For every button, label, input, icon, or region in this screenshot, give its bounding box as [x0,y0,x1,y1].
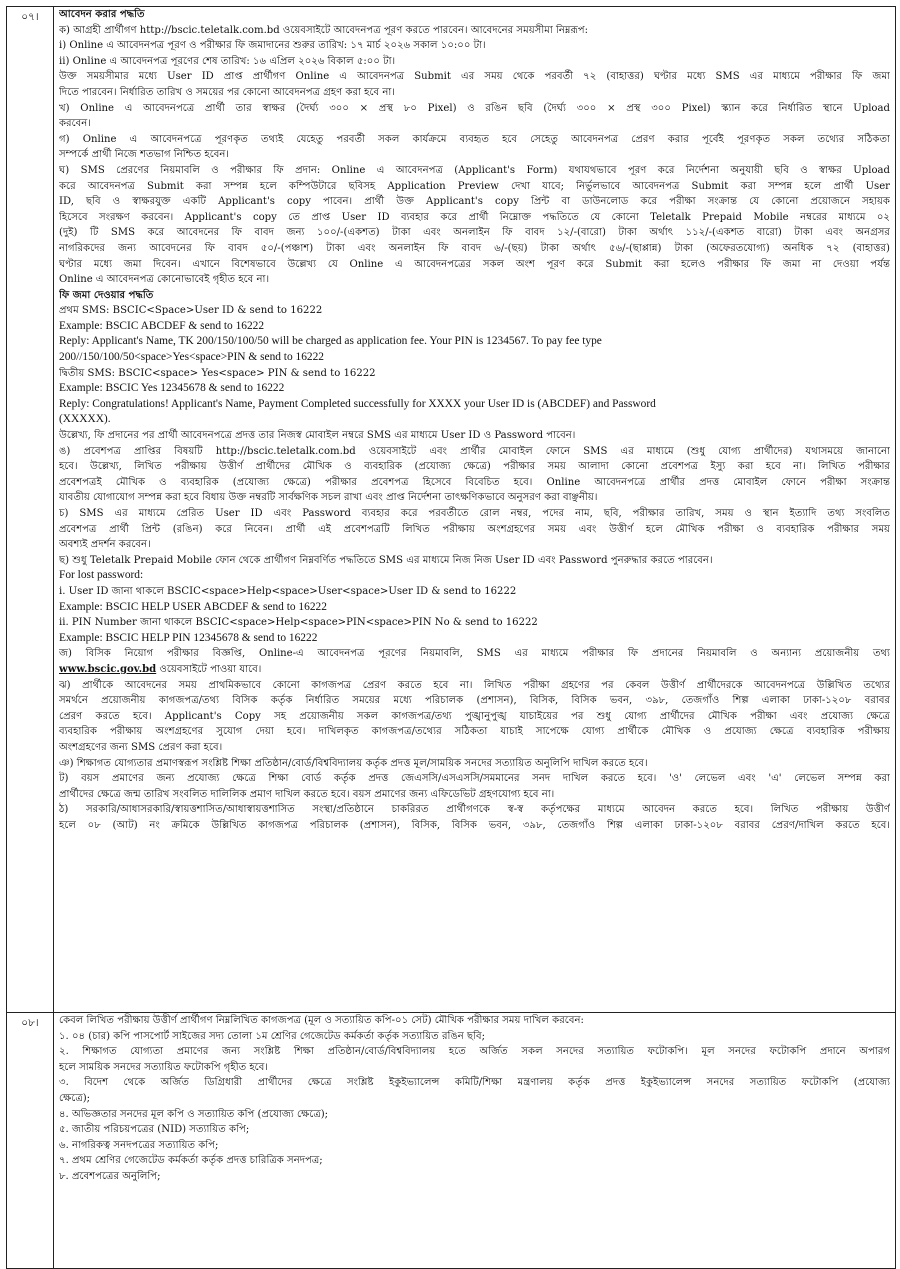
paragraph-line: (দুই) টি SMS করে আবেদনের ফি বাবদ জন্য ১০০/-(একশত) টাকা এবং অনলাইন ফি বাবদ ১২/-(বারো) টাকা অর্থাৎ ১১২/-(একশত বারো) টাকা এবং অনগ্রসর [59,227,890,239]
link-suffix: ওয়েবসাইটে পাওয়া যাবে। [156,663,262,675]
paragraph-line: হিসেবে সংরক্ষণ করবেন। Applicant's copy তে প্রাপ্ত User ID ব্যবহার করে প্রার্থী নিম্নোক্ত পদ্ধতিতে যে কোনো Teletalk Prepaid Mobile নম্বরের মাধ্যমে ০২ [59,211,890,223]
paragraph-line: জ) বিসিক নিয়োগ পরীক্ষার বিজ্ঞপ্তি, Online-এ আবেদনপত্র পূরণের নিয়মাবলি, SMS এর মাধ্যমে পরীক্ষার ফি প্রদানের নিয়মাবলি ও অন্যান্য প্রয়োজনীয় তথ্য [59,648,890,660]
section-number: ০৮। [7,1013,54,1269]
section-content [54,1013,896,1269]
paragraph-line: সমর্থনে প্রয়োজনীয় কাগজপত্র/তথ্য বিসিক কর্তৃক নির্ধারিত সময়ের মধ্যে পরিচালক (প্রশাসন), বিসিক, বিসিক ভবন, ৩৯৮, তেজগাঁও শিল্প এলাকা ঢাকা-১২০৮ বরাবর [59,695,890,707]
paragraph-line: ৪. অভিজ্ঞতার সনদের মূল কপি ও সত্যায়িত কপি (প্রযোজ্য ক্ষেত্রে); [59,1108,329,1120]
paragraph-line [59,662,890,678]
paragraph-line: ঘ) SMS প্রেরণের নিয়মাবলি ও পরীক্ষার ফি প্রদান: Online এ আবেদনপত্র (Applicant's Form) যথাযথভাবে পূরণ করে নির্দেশনা অনুযায়ী ছবি ও স্বাক্ষর Upload [59,164,890,176]
section-row [7,7,896,1013]
paragraph-line: i. User ID জানা থাকলে BSCIC<space>Help<space>User<space>User ID & send to 16222 [59,585,517,597]
paragraph-line: ঠ) সরকারি/আধাসরকারি/স্বায়ত্তশাসিত/আধাস্বায়ত্তশাসিত সংস্থা/প্রতিষ্ঠানে চাকরিরত প্রার্থীগণকে স্ব-স্ব কর্তৃপক্ষের মাধ্যমে আবেদন করতে হবে। লিখিত পরীক্ষায় উত্তীর্ণ [59,804,890,816]
paragraph-line: ঙ) প্রবেশপত্র প্রাপ্তির বিষয়টি http://bscic.teletalk.com.bd ওয়েবসাইটে এবং প্রার্থীর মোবাইল ফোনে SMS এর মাধ্যমে (শুধু যোগ্য প্রার্থীদের) যথাসময়ে জানানো [59,445,890,457]
paragraph-line: Reply: Congratulations! Applicant's Name, Payment Completed successfully for XXXX your User ID is (ABCDEF) and Password [59,397,656,410]
paragraph-line: করবেন। [59,118,91,130]
paragraph-line: ১. ০৪ (চার) কপি পাসপোর্ট সাইজের সদ্য তোলা ১ম শ্রেণির গেজেটেড কর্মকর্তা কর্তৃক সত্যায়িত রঙিন ছবি; [59,1030,486,1042]
paragraph-line: ৬. নাগরিকত্ব সনদপত্রের সত্যায়িত কপি; [59,1139,219,1151]
paragraph-line: দিতে পারবেন। নির্ধারিত তারিখ ও সময়ের পর কোনো আবেদনপত্র গ্রহণ করা হবে না। [59,86,395,98]
paragraph-line: অংশগ্রহণের জন্য SMS প্রেরণ করা হবে। [59,741,223,753]
paragraph-line: ২. শিক্ষাগত যোগ্যতা প্রমাণের জন্য সংশ্লিষ্ট শিক্ষা প্রতিষ্ঠান/বোর্ড/বিশ্ববিদ্যালয় হতে অর্জিত সকল সনদের সত্যায়িত ফটোকপি। মূল সনদের ফটোকপি প্রদানে অপারগ [59,1046,890,1058]
paragraph-line: Online এ আবেদনপত্র কোনোভাবেই গৃহীত হবে না। [59,274,270,286]
paragraph-line: ৫. জাতীয় পরিচয়পত্রের (NID) সত্যায়িত কপি; [59,1124,250,1136]
paragraph-line: প্রেরণ করতে হবে। Applicant's Copy সহ প্রয়োজনীয় সকল কাগজপত্র/তথ্য পুঙ্খানুপুঙ্খ যাচাইয়ের পর শুধু যোগ্য প্রার্থীদের মৌখিক পরীক্ষা এবং প্রযোজ্য ক্ষেত্রে [59,710,890,722]
paragraph-line: যাবতীয় যোগাযোগ সম্পন্ন করা হবে বিধায় উক্ত নম্বরটি সার্বক্ষণিক সচল রাখা এবং প্রাপ্ত নির্দেশনা তাৎক্ষণিকভাবে অনুসরণ করা বাঞ্ছনীয়। [59,492,598,504]
paragraph-line: ৩. বিদেশ থেকে অর্জিত ডিগ্রিধারী প্রার্থীদের ক্ষেত্রে সংশ্লিষ্ট ইকুইভ্যালেন্স কমিটি/শিক্ষা মন্ত্রণালয় কর্তৃক প্রদত্ত ইকুইভ্যালেন্স সনদের সত্যায়িত ফটোকপি (প্রযোজ্য [59,1077,890,1089]
paragraph-line: প্রবেশপত্রই মৌখিক ও ব্যবহারিক (প্রযোজ্য ক্ষেত্রে) পরীক্ষার প্রবেশপত্র হিসেবে বিবেচিত হবে। Online আবেদনপত্রে প্রার্থীর প্রদত্ত মোবাইল ফোনে পরীক্ষা সংক্রান্ত [59,476,890,488]
paragraph-line: ঝ) প্রার্থীকে আবেদনের সময় প্রাথমিকভাবে কোনো কাগজপত্র প্রেরণ করতে হবে না। লিখিত পরীক্ষা গ্রহণের পর কেবল উত্তীর্ণ প্রার্থীদেরকে আবেদনপত্রে উল্লিখিত তথ্যের [59,679,890,691]
paragraph-line: প্রার্থীদের ক্ষেত্রে জন্ম তারিখ সংবলিত দালিলিক প্রমাণ দাখিল করতে হবে। বয়স প্রমাণের জন্য এফিডেভিট গ্রহণযোগ্য হবে না। [59,788,555,800]
paragraph-line: ঞ) শিক্ষাগত যোগ্যতার প্রমাণস্বরূপ সংশ্লিষ্ট শিক্ষা প্রতিষ্ঠান/বোর্ড/বিশ্ববিদ্যালয় কর্তৃক প্রদত্ত মূল/সাময়িক সনদের সত্যায়িত অনুলিপি দাখিল করতে হবে। [59,757,648,769]
paragraph-line: 200//150/100/50<space>Yes<space>PIN & send to 16222 [59,351,324,364]
paragraph-line: Reply: Applicant's Name, TK 200/150/100/50 will be charged as application fee. Your PIN is 1234567. To pay fee type [59,335,602,348]
paragraph-line: উক্ত সময়সীমার মধ্যে User ID প্রাপ্ত প্রার্থীগণ Online এ আবেদনপত্র Submit এর সময় থেকে পরবর্তী ৭২ (বাহাত্তর) ঘণ্টার মধ্যে SMS এর মাধ্যমে পরীক্ষার ফি জমা [59,71,890,83]
paragraph-line: Example: BSCIC ABCDEF & send to 16222 [59,319,265,332]
paragraph-line: ট) বয়স প্রমাণের জন্য প্রযোজ্য ক্ষেত্রে শিক্ষা বোর্ড কর্তৃক প্রদত্ত জেএসসি/এসএসসি/সমমানের সনদ দাখিল করতে হবে। 'ও' লেভেল এবং 'এ' লেভেল সম্পন্ন করা [59,773,890,785]
paragraph-line: ii) Online এ আবেদনপত্র পূরণের শেষ তারিখ: ১৬ এপ্রিল ২০২৬ বিকাল ৫:০০ টা। [59,55,396,67]
paragraph-line: অবশ্যই প্রদর্শন করবেন। [59,539,151,551]
section-heading: আবেদন করার পদ্ধতি [59,9,145,20]
website-link[interactable]: www.bscic.gov.bd [59,663,157,675]
paragraph-line: ব্যবহারিক পরীক্ষায় অংশগ্রহণের সুযোগ দেয়া হবে। দাখিলকৃত কাগজপত্র/তথ্যের সঠিকতা যাচাই সাপেক্ষে যোগ্য প্রার্থীকে মৌখিক ও প্রযোজ্য ক্ষেত্রে ব্যবহারিক পরীক্ষায় [59,726,890,738]
paragraph-line: (XXXXX). [59,413,111,426]
paragraph-line: Example: BSCIC HELP USER ABCDEF & send to 16222 [59,600,327,613]
paragraph-line: প্রথম SMS: BSCIC<Space>User ID & send to 16222 [59,305,323,317]
section-heading: ফি জমা দেওয়ার পদ্ধতি [59,289,154,301]
paragraph-line: সম্পর্কে প্রার্থী নিজে শতভাগ নিশ্চিত হবেন। [59,149,230,161]
paragraph-line: খ) Online এ আবেদনপত্রে প্রার্থী তার স্বাক্ষর (দৈর্ঘ্য ৩০০ × প্রস্থ ৮০ Pixel) ও রঙিন ছবি (দৈর্ঘ্য ৩০০ × প্রস্থ ৩০০ Pixel) স্ক্যান করে নির্ধারিত স্থানে Upload [59,102,890,114]
paragraph-line: ঘণ্টার মধ্যে জমা দিবেন। এখানে বিশেষভাবে উল্লেখ্য যে Online এ আবেদনপত্রের সকল অংশ পূরণ করে Submit করা হলেও পরীক্ষার ফি জমা না দেওয়া পর্যন্ত [59,258,890,270]
paragraph-line: নাগরিকদের জন্য আবেদনের ফি বাবদ ৫০/-(পঞ্চাশ) টাকা এবং অনলাইন ফি বাবদ ৬/-(ছয়) টাকা অর্থাৎ ৫৬/-(ছাপ্পান্ন) টাকা (অফেরতযোগ্য) অনধিক ৭২ (বাহাত্তর) [59,242,890,254]
paragraph-line: ID, ছবি ও স্বাক্ষরযুক্ত একটি Applicant's copy পাবেন। প্রার্থী উক্ত Applicant's copy প্রিন্ট বা ডাউনলোড করে পরীক্ষা সংক্রান্ত যে কোনো প্রয়োজনে সহায়ক [59,196,890,208]
paragraph-line: Example: BSCIC HELP PIN 12345678 & send to 16222 [59,631,318,644]
paragraph-line: উল্লেখ্য, ফি প্রদানের পর প্রার্থী আবেদনপত্রে প্রদত্ত তার নিজস্ব মোবাইল নম্বরে SMS এর মাধ্যমে User ID ও Password পাবেন। [59,430,576,442]
paragraph-line: চ) SMS এর মাধ্যমে প্রেরিত User ID এবং Password ব্যবহার করে পরবর্তীতে রোল নম্বর, পদের নাম, ছবি, পরীক্ষার তারিখ, সময় ও স্থান ইত্যাদি তথ্য সংবলিত [59,508,890,519]
paragraph-line: করে আবেদনপত্র Submit করা সম্পন্ন হলে কম্পিউটারে ছবিসহ Application Preview দেখা যাবে; নির্ভুলভাবে আবেদনপত্র Submit করা সম্পন্ন হলে প্রার্থী User [59,180,890,192]
paragraph-line: হলে সাময়িক সনদের সত্যায়িত ফটোকপি গৃহীত হবে। [59,1061,268,1073]
paragraph-line: হলে ০৮ (আট) নং ক্রমিকে উল্লিখিত কাগজপত্র পরিচালক (প্রশাসন), বিসিক, বিসিক ভবন, ৩৯৮, তেজগাঁও শিল্প এলাকা ঢাকা-১২০৮ বরাবর প্রেরণ/দাখিল করতে হবে। [59,819,890,831]
section-content [54,7,896,1013]
paragraph-line: গ) Online এ আবেদনপত্রে পূরণকৃত তথ্যই যেহেতু পরবর্তী সকল কার্যক্রমে ব্যবহৃত হবে সেহেতু আবেদনপত্র প্রেরণ করার পূর্বেই পূরণকৃত সকল তথ্যের সঠিকতা [59,133,890,145]
paragraph-line: ৮. প্রবেশপত্রের অনুলিপি; [59,1170,161,1182]
paragraph-line: ক) আগ্রহী প্রার্থীগণ http://bscic.teletalk.com.bd ওয়েবসাইটে আবেদনপত্র পূরণ করতে পারবেন। আবেদনের সময়সীমা নিম্নরূপ: [59,24,589,36]
paragraph-line: ক্ষেত্রে); [59,1092,91,1104]
paragraph-line: ৭. প্রথম শ্রেণির গেজেটেড কর্মকর্তা কর্তৃক প্রদত্ত চারিত্রিক সনদপত্র; [59,1155,323,1167]
paragraph-line: দ্বিতীয় SMS: BSCIC<space> Yes<space> PIN & send to 16222 [59,367,376,379]
section-number: ০৭। [7,7,54,1013]
paragraph-line: ছ) শুধু Teletalk Prepaid Mobile ফোন থেকে প্রার্থীগণ নিম্নবর্ণিত পদ্ধতিতে SMS এর মাধ্যমে নিজ নিজ User ID এবং Password পুনরুদ্ধার করতে পারবেন। [59,554,713,566]
instructions-table [6,6,896,1269]
paragraph-line: হবে। উল্লেখ্য, লিখিত পরীক্ষায় উত্তীর্ণ প্রার্থীদের মৌখিক ও ব্যবহারিক (প্রযোজ্য ক্ষেত্রে) পরীক্ষার সময় আলাদা কোনো প্রবেশপত্র ইস্যু করা হবে না। লিখিত পরীক্ষার [59,461,890,473]
paragraph-line: ii. PIN Number জানা থাকলে BSCIC<space>Help<space>PIN<space>PIN No & send to 16222 [59,617,538,629]
paragraph-line: প্রবেশপত্র প্রার্থী প্রিন্ট (রঙিন) করে নিবেন। প্রার্থী এই প্রবেশপত্রটি লিখিত পরীক্ষায় অংশগ্রহণের সময় এবং উত্তীর্ণ হলে মৌখিক পরীক্ষা ও ব্যবহারিক পরীক্ষার সময় [59,523,890,535]
paragraph-line: i) Online এ আবেদনপত্র পূরণ ও পরীক্ষার ফি জমাদানের শুরুর তারিখ: ১৭ মার্চ ২০২৬ সকাল ১০:০০ টা। [59,40,486,52]
paragraph-line: কেবল লিখিত পরীক্ষায় উত্তীর্ণ প্রার্থীগণ নিম্নলিখিত কাগজপত্র (মূল ও সত্যায়িত কপি-০১ সেট) মৌখিক পরীক্ষার সময় দাখিল করবেন: [59,1015,584,1026]
paragraph-line: For lost password: [59,569,144,582]
section-row [7,1013,896,1269]
paragraph-line: Example: BSCIC Yes 12345678 & send to 16222 [59,382,285,395]
document-page [6,6,896,1269]
